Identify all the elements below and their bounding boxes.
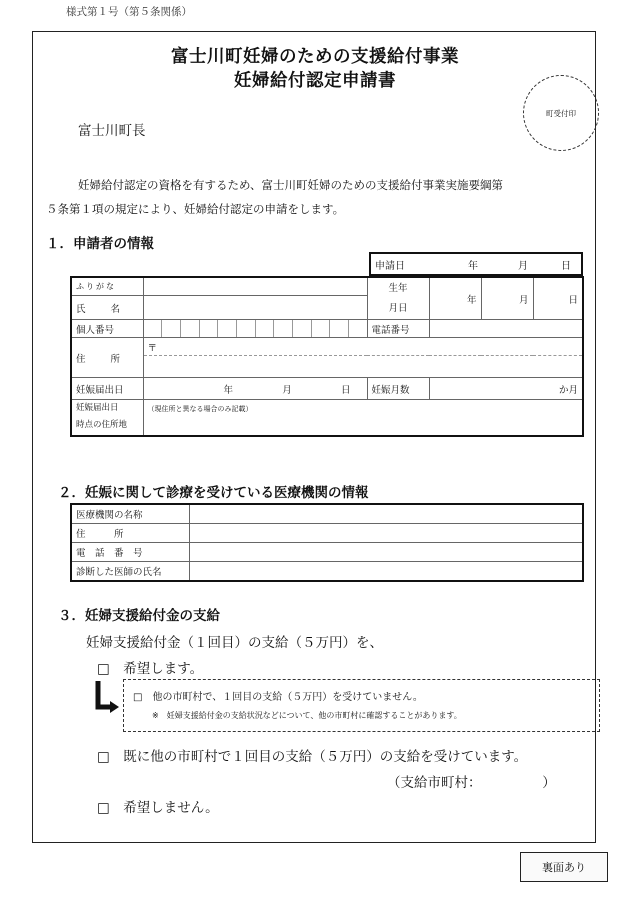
option-not-wish-checkbox[interactable]: □ 希望しません。: [97, 800, 219, 816]
digit-box[interactable]: [237, 320, 256, 337]
postal-code-input[interactable]: [143, 338, 583, 356]
digit-box[interactable]: [293, 320, 312, 337]
reception-stamp-circle: [523, 75, 599, 151]
applicant-info-table: [70, 276, 584, 437]
personal-number-label: 個人番号: [71, 320, 143, 338]
institution-address-label: 住 所: [71, 524, 189, 543]
pregnancy-report-date-input[interactable]: [143, 378, 367, 400]
application-date-year[interactable]: 年: [468, 260, 478, 272]
intro-line-1: 妊婦給付認定の資格を有するため、富士川町妊婦のための支援給付事業実施要綱第: [78, 178, 504, 192]
sub-option-box: [123, 679, 600, 732]
name-label: 氏 名: [71, 296, 143, 320]
stamp-label: 町受付印: [546, 108, 576, 118]
intro-line-2: ５条第１項の規定により、妊婦給付認定の申請をします。: [46, 202, 345, 216]
form-number-label: 様式第１号（第５条関係）: [66, 6, 192, 18]
birthdate-label-2: 月日: [388, 302, 408, 314]
birth-month[interactable]: 月: [481, 277, 533, 320]
medical-institution-table: [70, 503, 584, 582]
section2-heading: ２．妊娠に関して診療を受けている医療機関の情報: [58, 485, 369, 501]
birthdate-label: [367, 277, 429, 320]
pregnancy-report-month: 月: [282, 384, 292, 396]
pregnancy-report-date-label: 妊娠届出日: [71, 378, 143, 400]
birth-day[interactable]: 日: [533, 277, 583, 320]
pregnancy-months-label: 妊娠月数: [367, 378, 429, 400]
pregnancy-months-unit: か月: [558, 384, 578, 396]
section3-heading: ３．妊婦支援給付金の支給: [58, 608, 220, 624]
institution-name-label: 医療機関の名称: [71, 504, 189, 524]
back-side-button[interactable]: 裏面あり: [520, 852, 608, 882]
digit-box[interactable]: [274, 320, 293, 337]
digit-box[interactable]: [349, 320, 367, 337]
digit-box[interactable]: [218, 320, 237, 337]
report-address-input[interactable]: [143, 400, 583, 436]
doctor-name-input[interactable]: [189, 562, 583, 582]
form-title-line2: 妊婦給付認定申請書: [234, 71, 396, 91]
application-date-day[interactable]: 日: [561, 260, 571, 272]
furigana-label: ふりがな: [71, 277, 143, 296]
paying-municipality-field[interactable]: （支給市町村： ）: [387, 775, 556, 791]
application-date-table: [369, 252, 583, 276]
application-date-label: 申請日: [375, 260, 405, 272]
birth-year[interactable]: 年: [429, 277, 481, 320]
furigana-input[interactable]: [143, 277, 367, 296]
pregnancy-months-input[interactable]: [429, 378, 583, 400]
doctor-name-label: 診断した医師の氏名: [71, 562, 189, 582]
form-title-line1: 富士川町妊婦のための支援給付事業: [171, 47, 459, 67]
phone-input[interactable]: [429, 320, 583, 338]
section1-heading: １．申請者の情報: [46, 236, 154, 252]
report-address-label: [71, 400, 143, 436]
address-input[interactable]: [143, 356, 583, 378]
sub-option-not-received-checkbox[interactable]: □ 他の市町村で、１回目の支給（５万円）を受けていません。: [133, 692, 423, 703]
arrow-down-right-icon: [94, 680, 120, 716]
institution-name-input[interactable]: [189, 504, 583, 524]
postal-mark: 〒: [147, 342, 158, 354]
report-address-note: （現住所と異なる場合のみ記載）: [147, 405, 253, 413]
digit-box[interactable]: [162, 320, 181, 337]
institution-phone-input[interactable]: [189, 543, 583, 562]
digit-box[interactable]: [144, 320, 163, 337]
addressee: 富士川町長: [78, 123, 146, 139]
digit-box[interactable]: [312, 320, 331, 337]
digit-box[interactable]: [200, 320, 219, 337]
digit-box[interactable]: [330, 320, 349, 337]
name-input[interactable]: [143, 296, 367, 320]
report-address-label-2: 時点の住所地: [76, 420, 128, 431]
digit-box[interactable]: [181, 320, 200, 337]
report-address-label-1: 妊娠届出日: [76, 403, 119, 414]
sub-option-note: ※ 妊婦支援給付金の支給状況などについて、他の市町村に確認することがあります。: [152, 711, 462, 720]
benefit-line: 妊婦支援給付金（１回目）の支給（５万円）を、: [86, 635, 383, 651]
address-label: 住 所: [71, 338, 143, 378]
phone-label: 電話番号: [367, 320, 429, 338]
institution-phone-label: 電 話 番 号: [71, 543, 189, 562]
option-wish-checkbox[interactable]: □ 希望します。: [97, 661, 204, 677]
digit-box[interactable]: [256, 320, 275, 337]
option-already-received-checkbox[interactable]: □ 既に他の市町村で１回目の支給（５万円）の支給を受けています。: [97, 749, 528, 765]
pregnancy-report-year: 年: [223, 384, 234, 396]
application-date-month[interactable]: 月: [518, 260, 528, 272]
institution-address-input[interactable]: [189, 524, 583, 543]
birthdate-label-1: 生年: [388, 282, 408, 294]
personal-number-input[interactable]: [143, 320, 367, 338]
pregnancy-report-day: 日: [340, 384, 351, 396]
